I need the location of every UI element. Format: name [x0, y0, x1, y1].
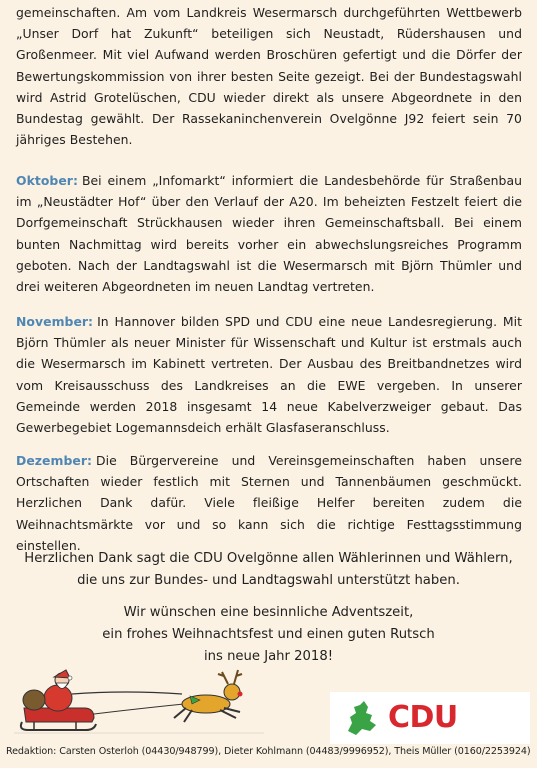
paragraph-november-text: In Hannover bilden SPD und CDU eine neue Landesregierung. Mit Björn Thümler als neuer Minister für Wissenschaft und Kultur ist erstmals auch die Wesermarsch im Kabinett vertreten. Der Ausbau des Breitbandnetzes wird vom Kreisausschuss des Landkreises an die EWE vergeben. In unserer Gemeinde werden 2018 insgesamt 14 neue Kabelverzweiger gebaut. Das Gewerbegebiet Logemannsdeich erhält Glasfaseranschluss.: [16, 314, 522, 436]
greeting-block: [0, 602, 537, 668]
month-label-november: November:: [16, 314, 94, 329]
paragraph-intro-text: gemeinschaften. Am vom Landkreis Wesermarsch durchgeführten Wettbewerb „Unser Dorf hat Zukunft“ beteiligen sich Neustadt, Rüdershausen und Großenmeer. Mit viel Aufwand werden Broschüren gefertigt und die Dörfer der Bewertungskommission von ihrer besten Seite gezeigt. Bei der Bundestagswahl wird Astrid Grotelüschen, CDU wieder direkt als unsere Abgeordnete in den Bundestag gewählt. Der Rassekaninchenverein Ovelgönne J92 feiert sein 70 jähriges Bestehen.: [16, 5, 522, 148]
paragraph-oktober-text: Bei einem „Infomarkt“ informiert die Landesbehörde für Straßenbau im „Neustädter Hof“ über den Verlauf der A20. Im beheizten Festzelt feiert die Dorfgemeinschaft Strückhausen wieder ihren Gemeinschaftsball. Bei einem bunten Nachmittag wird bereits vorher ein abwechslungsreiches Programm geboten. Nach der Landtagswahl ist die Wesermarsch mit Björn Thümler und drei weiteren Abgeordneten im neuen Landtag vertreten.: [16, 173, 522, 295]
greeting-line-3: ins neue Jahr 2018!: [203, 649, 333, 664]
paragraph-september-continued: [16, 2, 522, 150]
footer-credits: Redaktion: Carsten Osterloh (04430/948799), Dieter Kohlmann (04483/9996952), Theis Müller (0160/2253924): [6, 746, 531, 757]
cdu-logo-text: CDU: [388, 700, 458, 735]
paragraph-oktober: [16, 170, 522, 297]
cdu-logo: [330, 692, 530, 744]
paragraph-dezember: [16, 450, 522, 556]
lower-saxony-map-icon: [340, 697, 382, 739]
month-label-oktober: Oktober:: [16, 173, 78, 188]
santa-sleigh-illustration: [14, 664, 264, 734]
paragraph-dezember-text: Die Bürgervereine und Vereinsgemeinschaften haben unsere Ortschaften wieder festlich mit Sternen und Tannenbäumen geschmückt. Herzlichen Dank dafür. Viele fleißige Helfer bereiten zudem die Weihnachtsmärkte vor und so kann sich die richtige Festtagsstimmung einstellen.: [16, 453, 522, 553]
greeting-line-2: ein frohes Weihnachtsfest und einen guten Rutsch: [102, 627, 435, 642]
paragraph-november: [16, 311, 522, 438]
greeting-line-1: Wir wünschen eine besinnliche Adventszeit,: [123, 605, 414, 620]
thanks-line-2: die uns zur Bundes- und Landtagswahl unterstützt haben.: [77, 573, 460, 588]
thanks-block: [0, 548, 537, 592]
month-label-dezember: Dezember:: [16, 453, 93, 468]
thanks-line-1: Herzlichen Dank sagt die CDU Ovelgönne allen Wählerinnen und Wählern,: [24, 551, 513, 566]
